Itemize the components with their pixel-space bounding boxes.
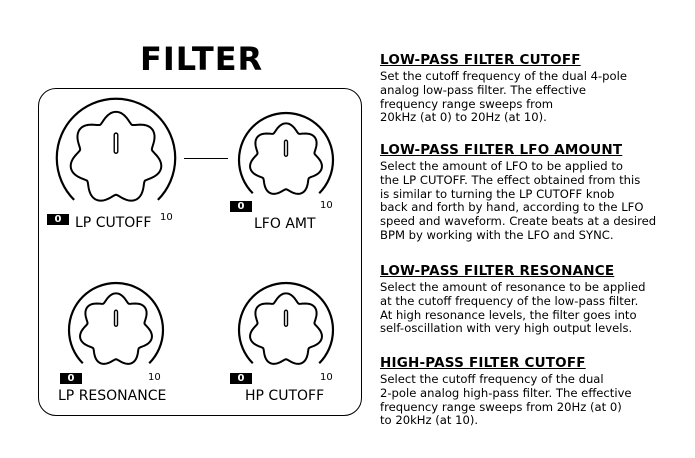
section-title: LOW-PASS FILTER CUTOFF [380, 52, 581, 68]
lp-cutoff-knob[interactable] [48, 95, 184, 221]
knob-body [80, 293, 152, 364]
section-lp-resonance [380, 264, 680, 336]
lp-resonance-max-label: 10 [148, 372, 161, 383]
section-lp-cutoff [380, 53, 680, 125]
hp-cutoff-label: HP CUTOFF [245, 388, 325, 404]
section-lfo-amount [380, 143, 680, 243]
lfo-amt-knob[interactable] [230, 110, 342, 210]
section-title: HIGH-PASS FILTER CUTOFF [380, 355, 586, 371]
lfo-amt-min-label: 0 [230, 201, 252, 212]
lp-resonance-knob[interactable] [60, 280, 172, 380]
link-line [184, 158, 228, 159]
knob-pointer [114, 133, 118, 153]
knob-body [250, 123, 322, 194]
knob-body [250, 293, 322, 364]
lp-cutoff-min-label: 0 [47, 214, 69, 225]
section-title: LOW-PASS FILTER LFO AMOUNT [380, 142, 623, 158]
lp-cutoff-max-label: 10 [160, 212, 173, 223]
section-body: Select the amount of resonance to be applied at the cutoff frequency of the low-pass filter. At high resonance levels, the filter goes into self-oscillation with very high output levels. [380, 280, 646, 336]
lfo-amt-max-label: 10 [320, 200, 333, 211]
hp-cutoff-min-label: 0 [230, 373, 252, 384]
lp-resonance-label: LP RESONANCE [58, 388, 167, 404]
section-body: Select the cutoff frequency of the dual 2-pole analog high-pass filter. The effective frequency range sweeps from 20Hz (at 0) to 20kHz (at 10). [380, 372, 632, 428]
lp-resonance-min-label: 0 [60, 373, 82, 384]
hp-cutoff-knob[interactable] [230, 280, 342, 380]
section-title: LOW-PASS FILTER RESONANCE [380, 263, 615, 279]
knob-pointer [285, 310, 288, 326]
panel-title: FILTER [140, 40, 264, 78]
section-body: Set the cutoff frequency of the dual 4-pole analog low-pass filter. The effective frequency range sweeps from 20kHz (at 0) to 20Hz (at 10). [380, 69, 627, 125]
lfo-amt-label: LFO AMT [254, 216, 316, 232]
section-body: Select the amount of LFO to be applied to the LP CUTOFF. The effect obtained from this is similar to turning the LP CUTOFF knob back and forth by hand, according to the LFO speed and waveform. Create beats at a desired BPM by working with the LFO and SYNC. [380, 159, 657, 242]
section-hp-cutoff [380, 356, 680, 428]
hp-cutoff-max-label: 10 [320, 372, 333, 383]
knob-pointer [285, 140, 288, 156]
knob-body [71, 112, 162, 201]
lp-cutoff-label: LP CUTOFF [75, 215, 152, 231]
knob-pointer [115, 310, 118, 326]
